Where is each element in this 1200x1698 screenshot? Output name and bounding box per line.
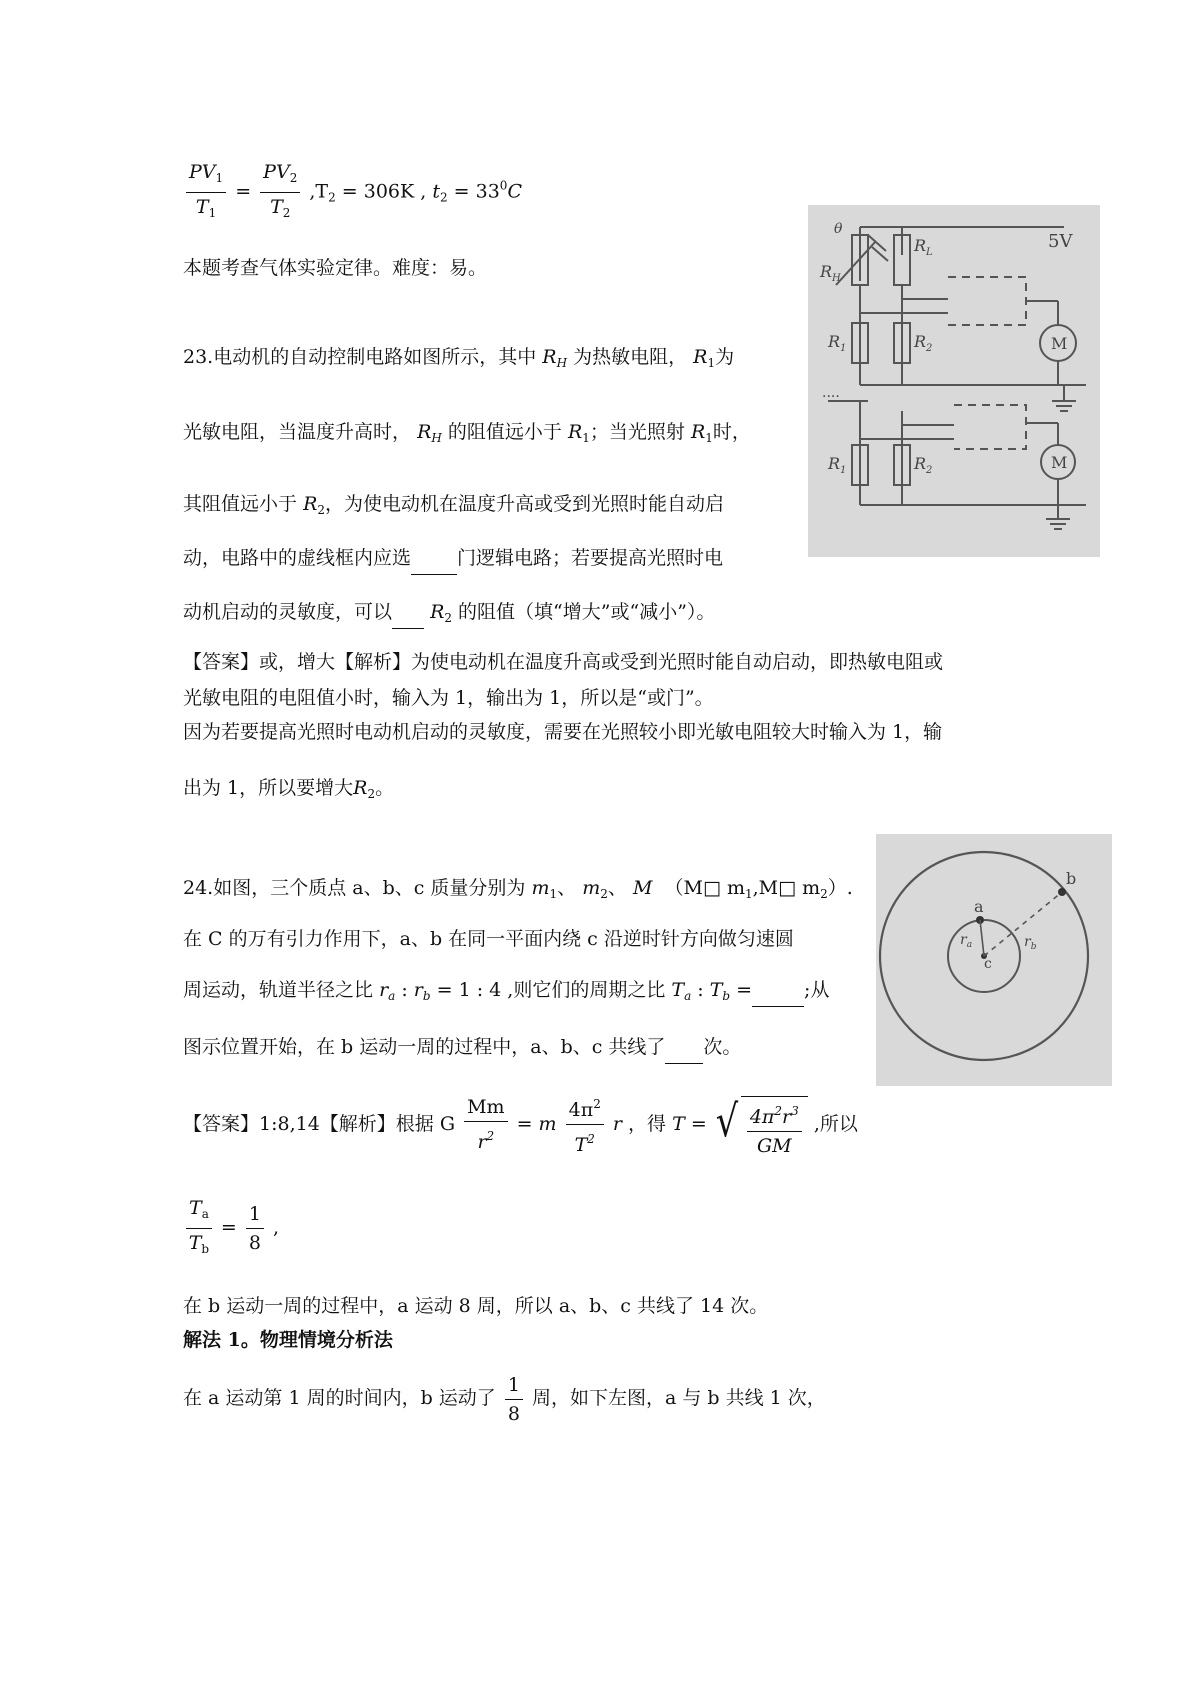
square-root: √ $\frac{4\pi^2r^3}{GM}$ (713, 1092, 808, 1158)
a23-line-2: 光敏电阻的电阻值小时，输入为 1，输出为 1，所以是“或门”。 (183, 687, 714, 709)
a23-line-1: 【答案】或，增大【解析】为使电动机在温度升高或受到光照时能自动启动，即热敏电阻或 (183, 651, 944, 673)
gas-equation: $\frac{PV_1}{T_1}$ = $\frac{PV_2}{T_2}$ $,T_2 = 306K$ , $t_2 = 33^0C$ (183, 160, 522, 225)
q23-line-2: 光敏电阻，当温度升高时， $R_H$ 的阻值远小于 $R_1$；当光照射 $R_1$时， (183, 421, 751, 445)
answer-blank[interactable] (665, 1035, 703, 1064)
fraction: $\frac{4\pi^2}{T^2}$ (566, 1092, 604, 1157)
motor-label: M (1051, 334, 1068, 353)
a24-line-1: 【答案】1:8,14【解析】根据 G $\frac{Mm}{r^2}$ = m $\frac{4\pi^2}{T^2}$ r ，得 T = √ $\frac{4\pi^2r^3}{GM}$ ,所以 (183, 1092, 858, 1158)
r2-label: $R_2$ (914, 332, 933, 354)
r1-label-lower: $R_1$ (828, 454, 847, 476)
fraction: $\frac{1}{8}$ (505, 1373, 523, 1426)
q23-line-1: 23.电动机的自动控制电路如图所示，其中 $R_H$ 为热敏电阻， $R_1$为 (183, 346, 735, 370)
fraction: $\frac{PV_1}{T_1}$ (186, 160, 226, 225)
r1-label: $R_1$ (828, 332, 847, 354)
fraction: $\frac{PV_2}{T_2}$ (260, 160, 300, 225)
orbit-diagram (876, 834, 1112, 1086)
answer-blank[interactable] (411, 546, 457, 575)
r2-label-lower: $R_2$ (914, 454, 933, 476)
a24-line-3: 在 b 运动一周的过程中，a 运动 8 周，所以 a、b、c 共线了 14 次。 (183, 1295, 769, 1317)
label-b: b (1066, 869, 1077, 888)
gas-note: 本题考查气体实验定律。难度：易。 (183, 257, 488, 279)
rh-label: $R_H$ (820, 262, 841, 284)
q24-line-3: 周运动，轨道半径之比 $r_a$ : $r_b = 1$ : 4 ,则它们的周期之比 $T_a$ : $T_b$ = ;从 (183, 976, 829, 1010)
label-a: a (974, 897, 984, 916)
fraction: $\frac{4\pi^2r^3}{GM}$ (747, 1099, 802, 1158)
circuit-diagram (808, 205, 1100, 557)
fraction: $\frac{1}{8}$ (246, 1202, 264, 1255)
label-ra: $r_a$ (960, 932, 973, 950)
dots-label: ···· (822, 389, 840, 405)
a24-ratio: $\frac{T_a}{T_b}$ = $\frac{1}{8}$ , (183, 1196, 279, 1261)
a23-line-4: 出为 1，所以要增大$R_2$。 (183, 777, 395, 801)
q24-line-1: 24.如图，三个质点 a、b、c 质量分别为 $m_1$、 $m_2$、 M （M□ $m_1,M□$ $m_2$）. (183, 877, 853, 901)
q24-line-4: 图示位置开始，在 b 运动一周的过程中，a、b、c 共线了 次。 (183, 1033, 741, 1064)
fraction: $\frac{T_a}{T_b}$ (186, 1196, 212, 1261)
rl-label: $R_L$ (914, 236, 933, 258)
answer-blank[interactable] (392, 600, 424, 629)
theta-label: θ (834, 221, 843, 237)
a24-line-5: 在 a 运动第 1 周的时间内，b 运动了 $\frac{1}{8}$ 周，如下左图，a 与 b 共线 1 次， (183, 1373, 826, 1425)
a23-line-3: 因为若要提高光照时电动机启动的灵敏度，需要在光照较小即光敏电阻较大时输入为 1，输 (183, 721, 943, 743)
method-heading: 解法 1。物理情境分析法 (183, 1329, 393, 1351)
voltage-label: 5V (1048, 231, 1073, 252)
orbit-figure (876, 834, 1112, 1086)
q24-line-2: 在 C 的万有引力作用下，a、b 在同一平面内绕 c 沿逆时针方向做匀速圆 (183, 928, 794, 950)
q23-line-5: 动机启动的灵敏度，可以 $R_2$ 的阻值（填“增大”或“减小”）。 (183, 598, 715, 632)
label-c: c (984, 956, 992, 972)
circuit-figure (808, 205, 1100, 557)
fraction: $\frac{Mm}{r^2}$ (464, 1095, 507, 1154)
answer-blank[interactable] (752, 978, 804, 1007)
q23-line-4: 动，电路中的虚线框内应选 门逻辑电路；若要提高光照时电 (183, 544, 723, 575)
q23-line-3: 其阻值远小于 $R_2$，为使电动机在温度升高或受到光照时能自动启 (183, 493, 725, 517)
label-rb: $r_b$ (1024, 934, 1037, 952)
motor-label-lower: M (1051, 453, 1068, 472)
